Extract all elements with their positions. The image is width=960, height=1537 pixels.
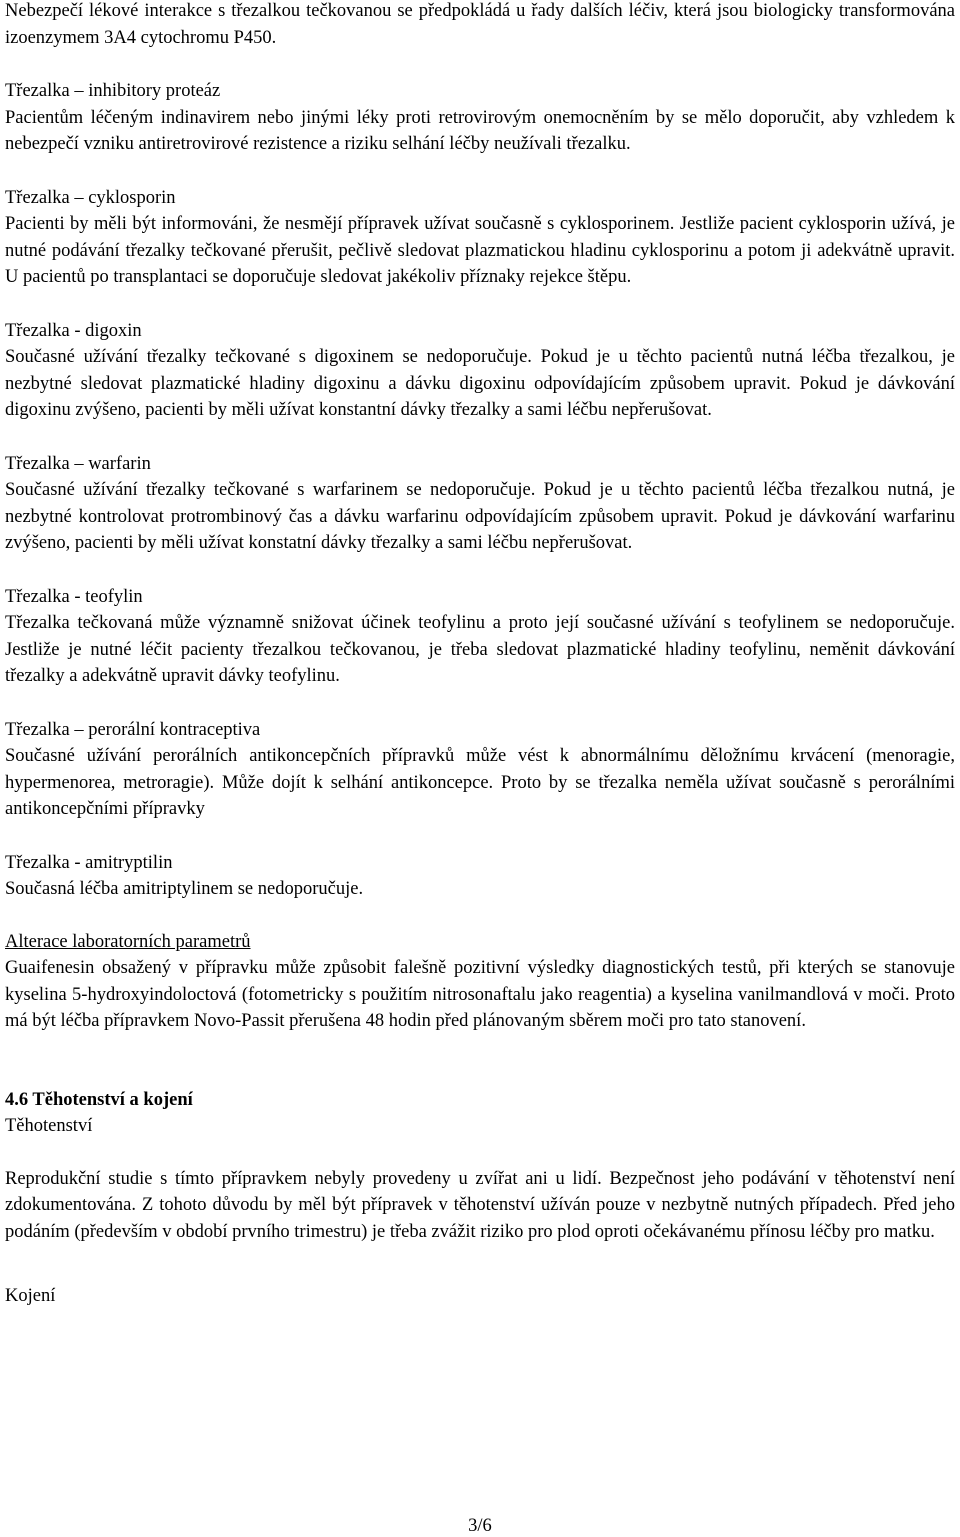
interaction-heading: Třezalka - teofylin bbox=[5, 586, 143, 607]
interaction-text: Současné užívání třezalky tečkované s warfarinem se nedoporučuje. Pokud je u těchto pacientů léčba třezalkou nutná, je nezbytné kontrolovat protrombinový čas a dávku warfarinu odpovídajícím způsobem upravit. Pokud je dávkování warfarinu zvýšeno, pacienti by měli užívat konstatní dávky třezalky a sami léčbu nepřerušovat. bbox=[5, 480, 955, 553]
interaction-text: Třezalka tečkovaná může významně snižovat účinek teofylinu a proto její současné užívání s teofylinem se nedoporučuje. Jestliže je nutné léčit pacienty třezalkou tečkovanou, je třeba sledovat plazmatické hladiny teofylinu, neměnit dávkování třezalky a adekvátně upravit dávky teofylinu. bbox=[5, 613, 955, 686]
lab-heading-text: Alterace laboratorních parametrů bbox=[5, 931, 251, 952]
document-page bbox=[5, 0, 955, 1310]
interaction-oral-contraceptives bbox=[5, 717, 955, 823]
interaction-heading: Třezalka - amitryptilin bbox=[5, 852, 173, 873]
interaction-heading: Třezalka – warfarin bbox=[5, 453, 151, 474]
interaction-theophylline bbox=[5, 584, 955, 690]
interaction-cyclosporin bbox=[5, 185, 955, 291]
interaction-text: Současné užívání třezalky tečkované s digoxinem se nedoporučuje. Pokud je u těchto pacientů nutná léčba třezalkou, je nezbytné sledovat plazmatické hladiny digoxinu a dávku digoxinu odpovídajícím způsobem upravit. Pokud je dávkování digoxinu zvýšeno, pacienti by měli užívat konstantní dávky třezalky a sami léčbu nepřerušovat. bbox=[5, 347, 955, 420]
interaction-warfarin bbox=[5, 451, 955, 557]
section-title: 4.6 Těhotenství a kojení bbox=[5, 1089, 193, 1110]
lab-heading bbox=[5, 929, 955, 956]
interaction-heading: Třezalka - digoxin bbox=[5, 320, 142, 341]
lab-alterations bbox=[5, 929, 955, 1035]
interaction-heading: Třezalka – cyklosporin bbox=[5, 187, 176, 208]
interaction-text: Současná léčba amitriptylinem se nedoporučuje. bbox=[5, 879, 364, 899]
page-number: 3/6 bbox=[468, 1516, 492, 1536]
interaction-heading: Třezalka – perorální kontraceptiva bbox=[5, 719, 261, 740]
pregnancy-heading: Těhotenství bbox=[5, 1116, 93, 1136]
lab-text: Guaifenesin obsažený v přípravku může způsobit falešně pozitivní výsledky diagnostických testů, při kterých se stanovuje kyselina 5-hydroxyindoloctová (fotometricky s použitím nitrosonaftalu jako reagentia) a kyselina vanilmandlová v moči. Proto má být léčba přípravkem Novo-Passit přerušena 48 hodin před plánovaným sběrem moči pro tato stanovení. bbox=[5, 958, 955, 1031]
interaction-text: Pacienti by měli být informováni, že nesmějí přípravek užívat současně s cyklosporinem. Jestliže pacient cyklosporin užívá, je nutné podávání třezalky tečkované přerušit, pečlivě sledovat plazmatickou hladinu cyklosporinu a potom ji adekvátně upravit. U pacientů po transplantaci se doporučuje sledovat jakékoliv příznaky rejekce štěpu. bbox=[5, 214, 955, 287]
section-pregnancy-lactation bbox=[5, 1087, 955, 1310]
intro-paragraph: Nebezpečí lékové interakce s třezalkou tečkovanou se předpokládá u řady dalších léčiv, která jsou biologicky transformována izoenzymem 3A4 cytochromu P450. bbox=[5, 1, 955, 48]
interaction-amitriptyline bbox=[5, 850, 955, 903]
interaction-heading: Třezalka – inhibitory proteáz bbox=[5, 81, 221, 101]
lactation-heading: Kojení bbox=[5, 1286, 56, 1306]
interaction-digoxin bbox=[5, 318, 955, 424]
interaction-text: Pacientům léčeným indinavirem nebo jinými léky proti retrovirovým onemocněním by se mělo doporučit, aby vzhledem k nebezpečí vzniku antiretrovirové rezistence a riziku selhání léčby neužívali třezalku. bbox=[5, 107, 955, 154]
interaction-protease bbox=[5, 78, 955, 158]
pregnancy-text: Reprodukční studie s tímto přípravkem nebyly provedeny u zvířat ani u lidí. Bezpečnost jeho podávání v těhotenství není zdokumentována. Z tohoto důvodu by měl být přípravek v těhotenství užíván pouze v nezbytně nutných případech. Před jeho podáním (především v období prvního trimestru) je třeba zvážit riziko pro plod oproti očekávanému přínosu léčby pro matku. bbox=[5, 1168, 955, 1242]
interaction-text: Současné užívání perorálních antikoncepčních přípravků může vést k abnormálnímu děložnímu krvácení (menoragie, hypermenorea, metroragie). Může dojít k selhání antikoncepce. Proto by se třezalka neměla užívat současně s perorálními antikoncepčními přípravky bbox=[5, 746, 955, 819]
section-spacer bbox=[5, 1035, 955, 1087]
